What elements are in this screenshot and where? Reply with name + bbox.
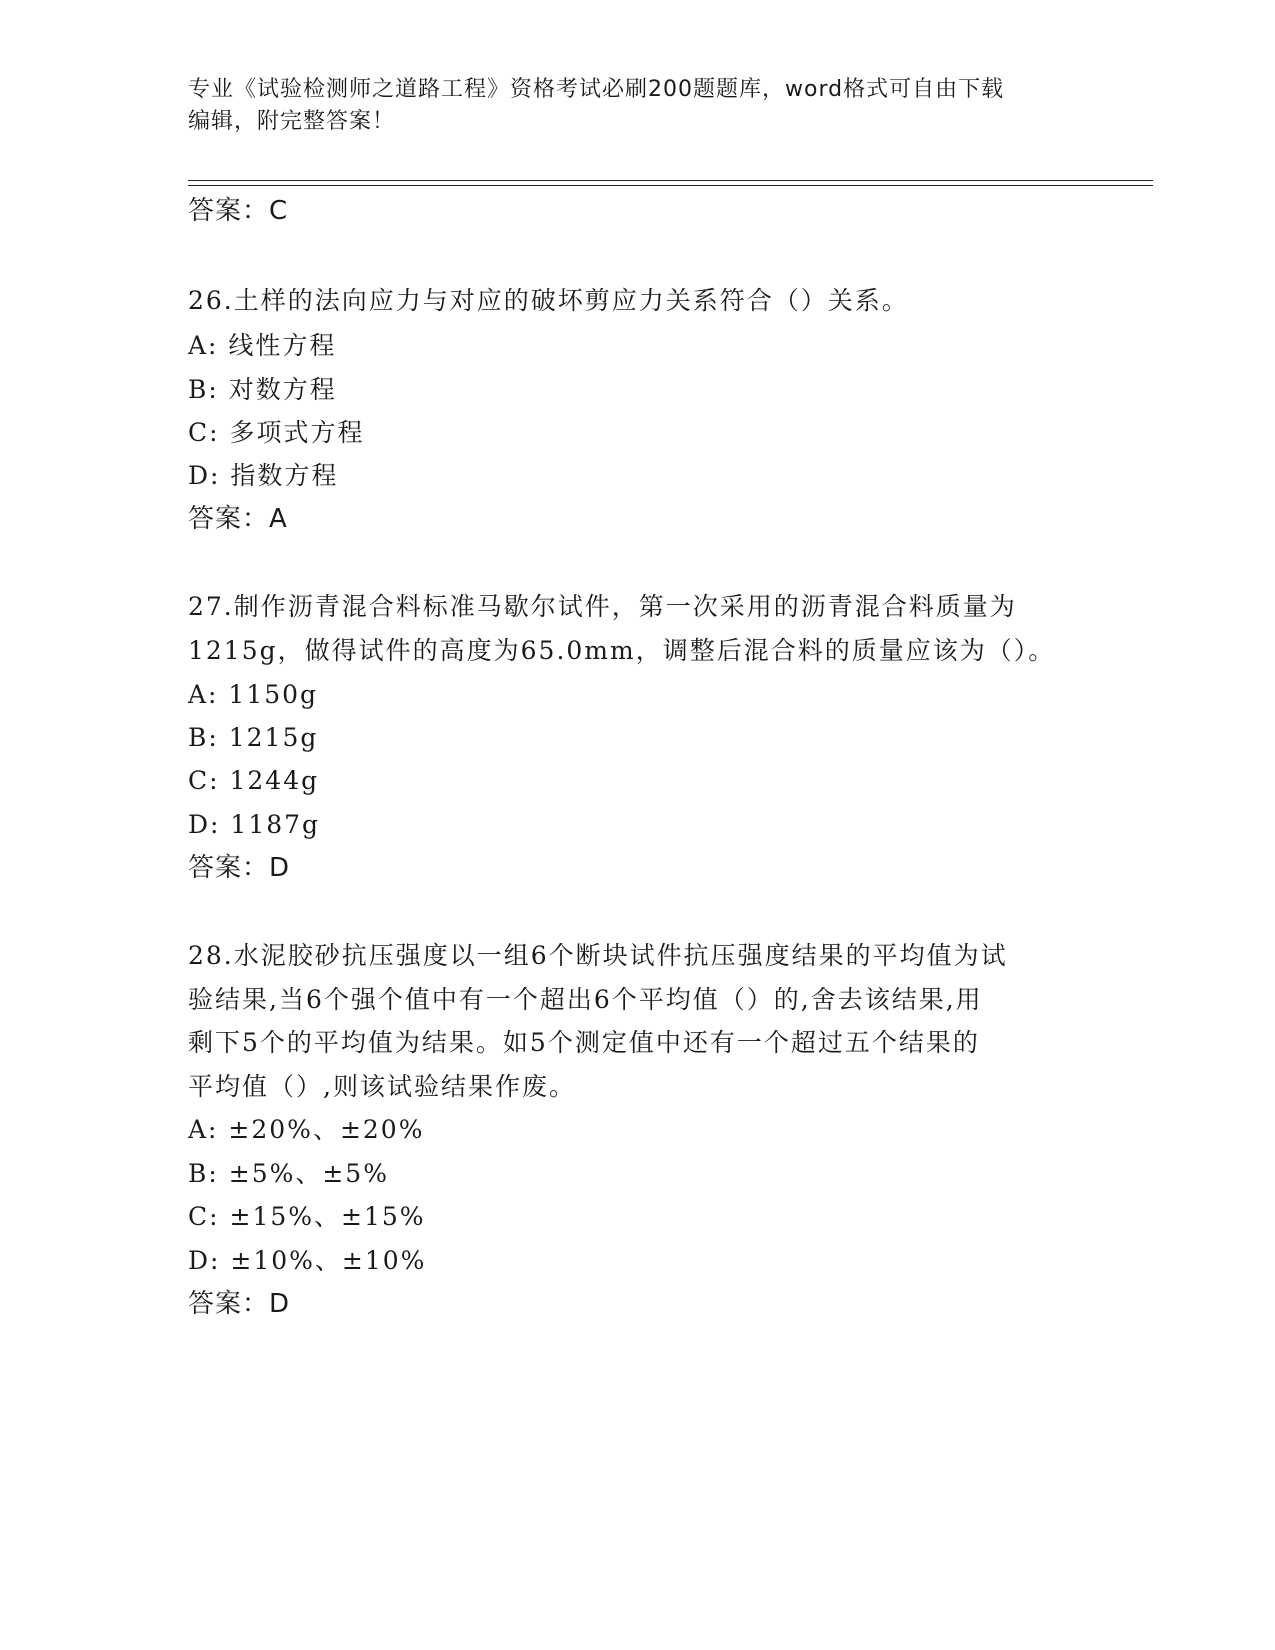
option-b: B: 1215g bbox=[188, 723, 319, 752]
option-d: D: 1187g bbox=[188, 810, 321, 839]
option-b: B: ±5%、±5% bbox=[188, 1159, 389, 1188]
header-divider-top bbox=[188, 180, 1153, 181]
question-text: 27.制作沥青混合料标准马歇尔试件，第一次采用的沥青混合料质量为 bbox=[188, 592, 1017, 621]
option-a: A: ±20%、±20% bbox=[188, 1115, 425, 1144]
option-a: A: 线性方程 bbox=[188, 331, 337, 360]
option-c: C: 多项式方程 bbox=[188, 418, 365, 447]
question-text: 26.土样的法向应力与对应的破坏剪应力关系符合（）关系。 bbox=[188, 286, 909, 315]
document-header bbox=[188, 74, 1068, 138]
option-d: D: 指数方程 bbox=[188, 461, 339, 490]
answer-line: 答案：D bbox=[188, 1289, 291, 1319]
question-text: 1215g，做得试件的高度为65.0mm，调整后混合料的质量应该为（）。 bbox=[188, 636, 1056, 665]
answer-line: 答案：C bbox=[188, 196, 289, 226]
question-text: 剩下5个的平均值为结果。如5个测定值中还有一个超过五个结果的 bbox=[188, 1028, 980, 1057]
question-text: 28.水泥胶砂抗压强度以一组6个断块试件抗压强度结果的平均值为试 bbox=[188, 941, 1008, 970]
option-d: D: ±10%、±10% bbox=[188, 1246, 427, 1275]
option-c: C: ±15%、±15% bbox=[188, 1202, 426, 1231]
header-line-1: 专业《试验检测师之道路工程》资格考试必刷200题题库，word格式可自由下载 bbox=[188, 77, 1005, 102]
option-b: B: 对数方程 bbox=[188, 375, 337, 404]
question-text: 平均值（）,则该试验结果作废。 bbox=[188, 1072, 576, 1101]
answer-line: 答案：D bbox=[188, 853, 291, 883]
question-text: 验结果,当6个强个值中有一个超出6个平均值（）的,舍去该结果,用 bbox=[188, 985, 983, 1014]
header-line-2: 编辑，附完整答案！ bbox=[188, 109, 396, 134]
option-a: A: 1150g bbox=[188, 680, 319, 709]
option-c: C: 1244g bbox=[188, 766, 320, 795]
answer-line: 答案：A bbox=[188, 504, 288, 534]
header-divider-bottom bbox=[188, 185, 1153, 186]
